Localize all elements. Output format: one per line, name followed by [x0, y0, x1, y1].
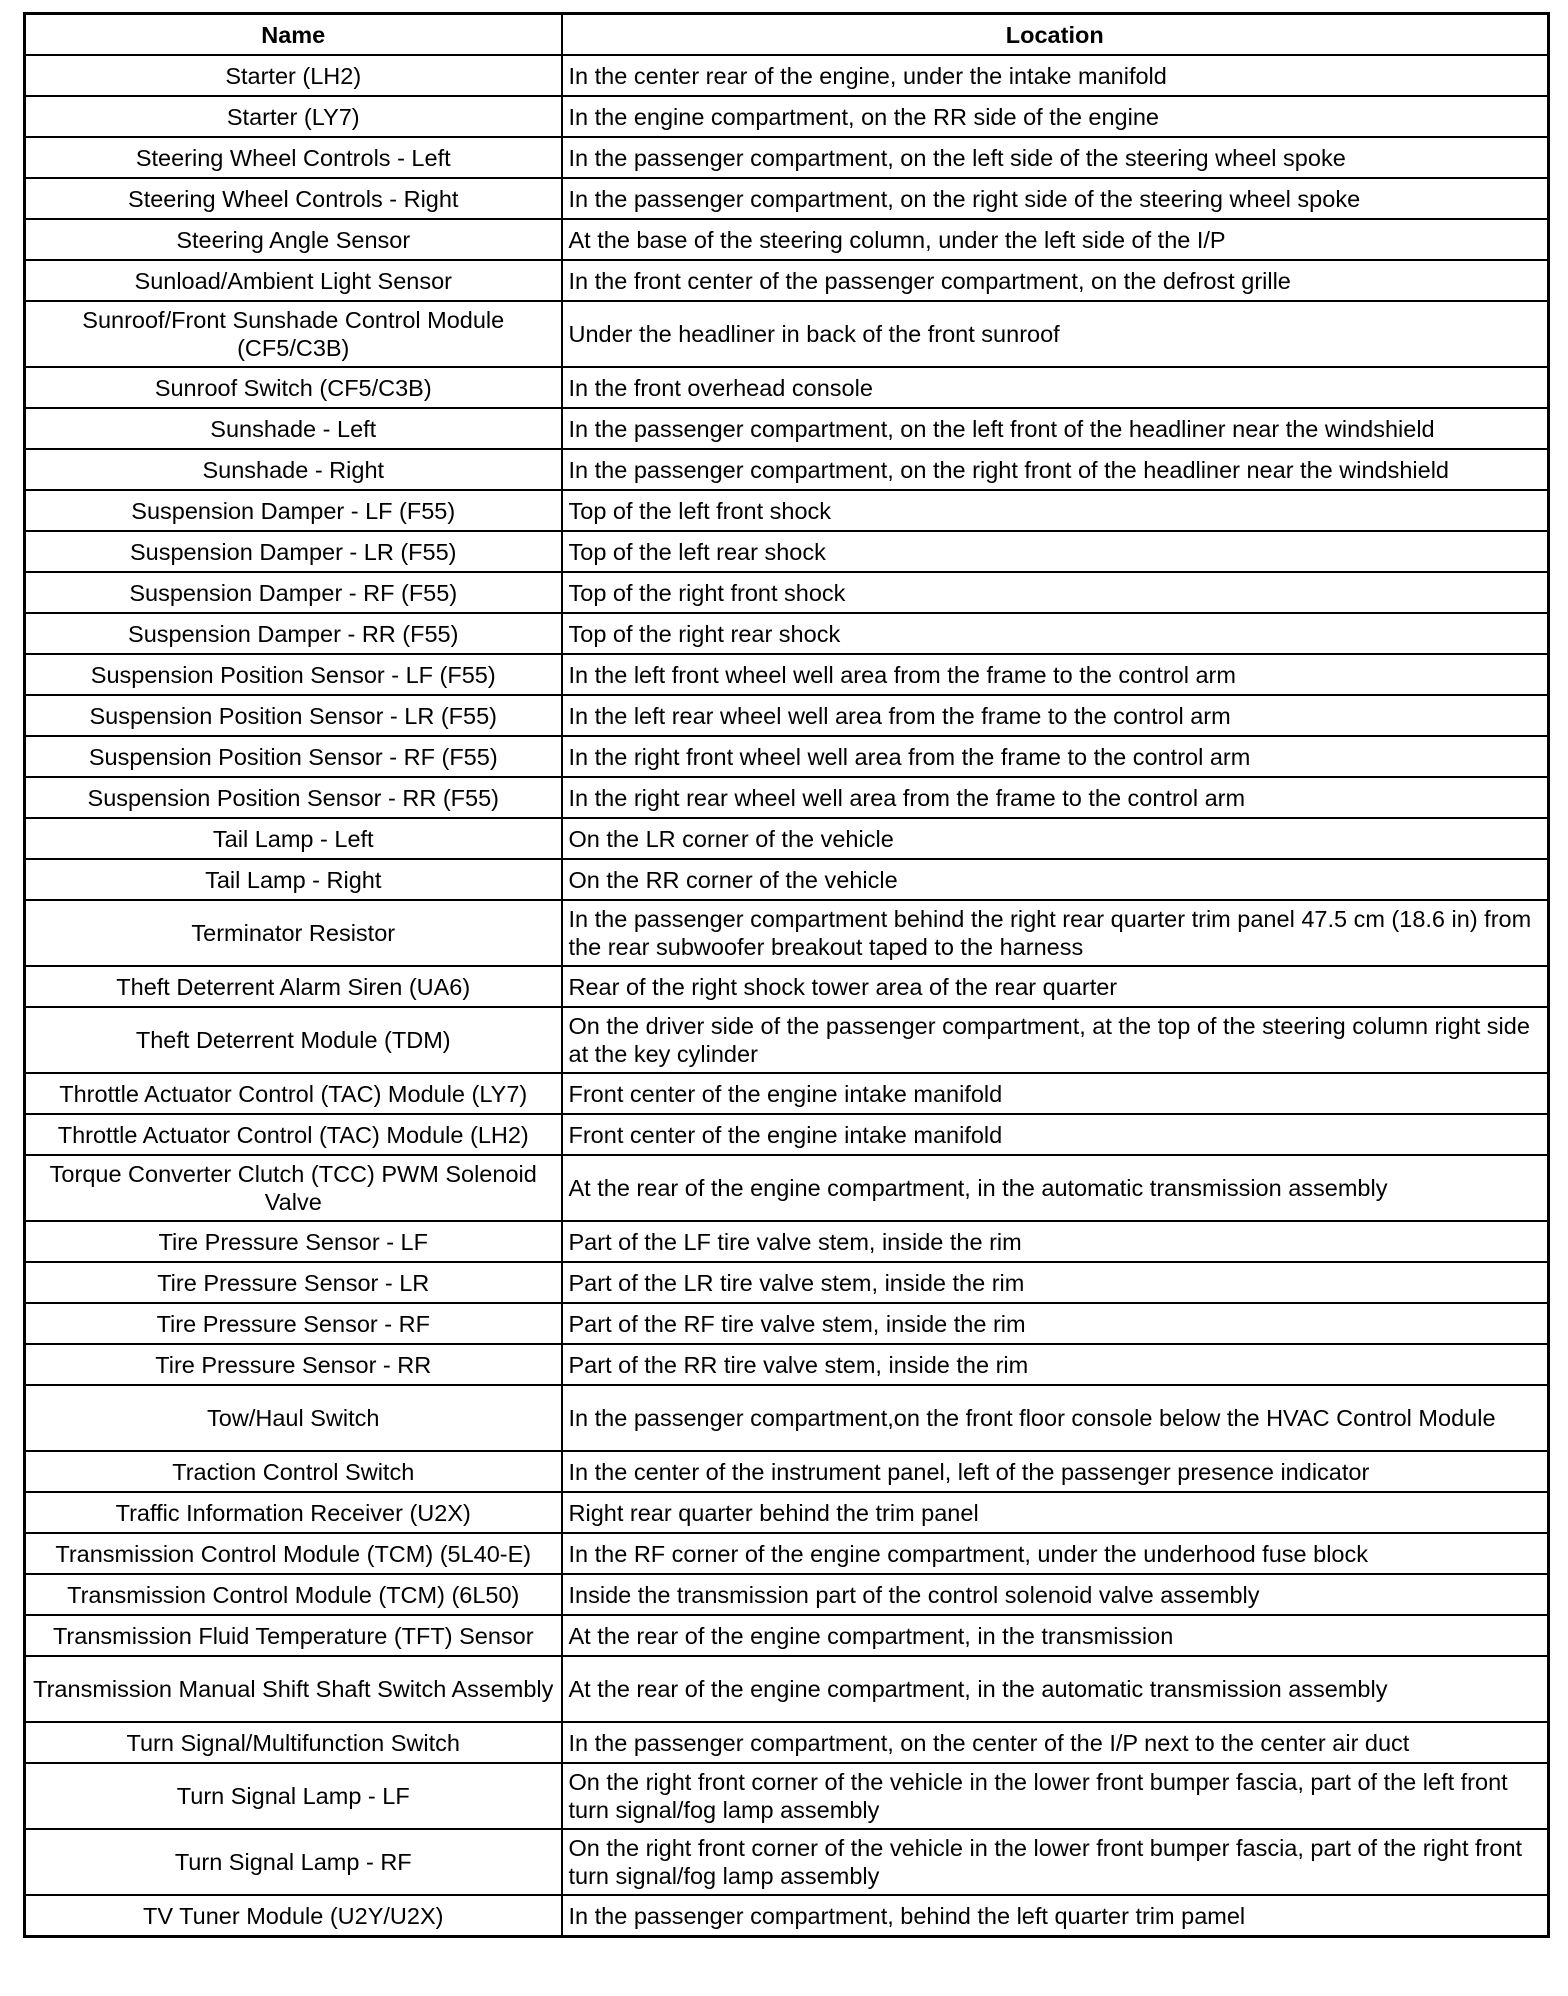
table-row [25, 1344, 1549, 1385]
cell-name: Tow/Haul Switch [25, 1385, 562, 1451]
cell-name: Turn Signal Lamp - RF [25, 1829, 562, 1895]
table-row [25, 1155, 1549, 1221]
cell-location: In the passenger compartment, on the left side of the steering wheel spoke [562, 137, 1549, 178]
table-row [25, 736, 1549, 777]
table-row [25, 966, 1549, 1007]
cell-name: Traction Control Switch [25, 1451, 562, 1492]
table-row [25, 1114, 1549, 1155]
cell-name: Tail Lamp - Right [25, 859, 562, 900]
cell-name: Sunload/Ambient Light Sensor [25, 260, 562, 301]
header-name: Name [25, 14, 562, 56]
cell-location: Inside the transmission part of the control solenoid valve assembly [562, 1574, 1549, 1615]
cell-name: Suspension Position Sensor - LF (F55) [25, 654, 562, 695]
cell-name: Suspension Position Sensor - LR (F55) [25, 695, 562, 736]
cell-name: Torque Converter Clutch (TCC) PWM Solenoid Valve [25, 1155, 562, 1221]
cell-name: Suspension Damper - LR (F55) [25, 531, 562, 572]
table-row [25, 1262, 1549, 1303]
table-row [25, 408, 1549, 449]
cell-location: Right rear quarter behind the trim panel [562, 1492, 1549, 1533]
cell-location: In the left front wheel well area from the frame to the control arm [562, 654, 1549, 695]
cell-location: In the center rear of the engine, under the intake manifold [562, 55, 1549, 96]
cell-location: Part of the RR tire valve stem, inside the rim [562, 1344, 1549, 1385]
cell-location: Under the headliner in back of the front sunroof [562, 301, 1549, 367]
cell-location: In the passenger compartment,on the front floor console below the HVAC Control Module [562, 1385, 1549, 1451]
cell-location: In the center of the instrument panel, left of the passenger presence indicator [562, 1451, 1549, 1492]
cell-location: Top of the left front shock [562, 490, 1549, 531]
table-row [25, 1451, 1549, 1492]
component-location-table [23, 12, 1550, 1938]
table-row [25, 1385, 1549, 1451]
header-location: Location [562, 14, 1549, 56]
cell-location: At the rear of the engine compartment, in the automatic transmission assembly [562, 1155, 1549, 1221]
cell-name: Steering Angle Sensor [25, 219, 562, 260]
cell-name: Suspension Position Sensor - RR (F55) [25, 777, 562, 818]
cell-location: Part of the LR tire valve stem, inside the rim [562, 1262, 1549, 1303]
cell-location: Top of the left rear shock [562, 531, 1549, 572]
table-row [25, 137, 1549, 178]
cell-name: Suspension Damper - RF (F55) [25, 572, 562, 613]
cell-location: Top of the right front shock [562, 572, 1549, 613]
cell-location: Top of the right rear shock [562, 613, 1549, 654]
cell-name: Suspension Damper - RR (F55) [25, 613, 562, 654]
cell-location: In the RF corner of the engine compartment, under the underhood fuse block [562, 1533, 1549, 1574]
cell-location: In the front center of the passenger compartment, on the defrost grille [562, 260, 1549, 301]
cell-location: Front center of the engine intake manifold [562, 1114, 1549, 1155]
table-row [25, 219, 1549, 260]
cell-name: Tail Lamp - Left [25, 818, 562, 859]
cell-name: Theft Deterrent Alarm Siren (UA6) [25, 966, 562, 1007]
cell-location: In the passenger compartment, on the right side of the steering wheel spoke [562, 178, 1549, 219]
table-row [25, 1722, 1549, 1763]
table-row [25, 1007, 1549, 1073]
header-row [25, 14, 1549, 56]
cell-location: On the right front corner of the vehicle in the lower front bumper fascia, part of the left front turn signal/fog lamp assembly [562, 1763, 1549, 1829]
table-row [25, 55, 1549, 96]
cell-name: Tire Pressure Sensor - RR [25, 1344, 562, 1385]
cell-name: Suspension Damper - LF (F55) [25, 490, 562, 531]
cell-name: Steering Wheel Controls - Right [25, 178, 562, 219]
cell-name: Suspension Position Sensor - RF (F55) [25, 736, 562, 777]
cell-location: On the RR corner of the vehicle [562, 859, 1549, 900]
cell-name: Transmission Manual Shift Shaft Switch Assembly [25, 1656, 562, 1722]
cell-location: At the rear of the engine compartment, in the transmission [562, 1615, 1549, 1656]
table-row [25, 490, 1549, 531]
table-row [25, 260, 1549, 301]
table-row [25, 859, 1549, 900]
cell-location: Part of the RF tire valve stem, inside the rim [562, 1303, 1549, 1344]
cell-name: Tire Pressure Sensor - LR [25, 1262, 562, 1303]
cell-location: In the passenger compartment, on the left front of the headliner near the windshield [562, 408, 1549, 449]
table-row [25, 1615, 1549, 1656]
cell-location: In the front overhead console [562, 367, 1549, 408]
table-row [25, 1763, 1549, 1829]
cell-name: Transmission Control Module (TCM) (6L50) [25, 1574, 562, 1615]
cell-location: Rear of the right shock tower area of the rear quarter [562, 966, 1549, 1007]
cell-location: In the right front wheel well area from the frame to the control arm [562, 736, 1549, 777]
cell-location: Part of the LF tire valve stem, inside the rim [562, 1221, 1549, 1262]
table-row [25, 367, 1549, 408]
cell-location: In the passenger compartment, on the center of the I/P next to the center air duct [562, 1722, 1549, 1763]
cell-name: Turn Signal Lamp - LF [25, 1763, 562, 1829]
cell-name: Theft Deterrent Module (TDM) [25, 1007, 562, 1073]
table-row [25, 777, 1549, 818]
cell-name: Tire Pressure Sensor - LF [25, 1221, 562, 1262]
table-row [25, 1656, 1549, 1722]
table-row [25, 818, 1549, 859]
table-row [25, 1073, 1549, 1114]
table-row [25, 301, 1549, 367]
cell-location: On the driver side of the passenger compartment, at the top of the steering column right side at the key cylinder [562, 1007, 1549, 1073]
table-row [25, 900, 1549, 966]
cell-name: Sunshade - Right [25, 449, 562, 490]
cell-name: TV Tuner Module (U2Y/U2X) [25, 1895, 562, 1937]
cell-name: Turn Signal/Multifunction Switch [25, 1722, 562, 1763]
table-row [25, 1533, 1549, 1574]
cell-location: On the LR corner of the vehicle [562, 818, 1549, 859]
table-row [25, 1492, 1549, 1533]
table-row [25, 449, 1549, 490]
cell-location: On the right front corner of the vehicle in the lower front bumper fascia, part of the right front turn signal/fog lamp assembly [562, 1829, 1549, 1895]
cell-name: Steering Wheel Controls - Left [25, 137, 562, 178]
cell-name: Starter (LH2) [25, 55, 562, 96]
table-row [25, 531, 1549, 572]
table-row [25, 572, 1549, 613]
table-row [25, 96, 1549, 137]
cell-location: In the passenger compartment behind the right rear quarter trim panel 47.5 cm (18.6 in) from the rear subwoofer breakout taped to the harness [562, 900, 1549, 966]
table-row [25, 695, 1549, 736]
cell-location: In the right rear wheel well area from the frame to the control arm [562, 777, 1549, 818]
cell-location: In the passenger compartment, behind the left quarter trim pamel [562, 1895, 1549, 1937]
table-row [25, 1574, 1549, 1615]
cell-name: Throttle Actuator Control (TAC) Module (LY7) [25, 1073, 562, 1114]
table-row [25, 1303, 1549, 1344]
cell-location: At the rear of the engine compartment, in the automatic transmission assembly [562, 1656, 1549, 1722]
table-row [25, 1829, 1549, 1895]
cell-name: Sunshade - Left [25, 408, 562, 449]
cell-name: Traffic Information Receiver (U2X) [25, 1492, 562, 1533]
cell-name: Transmission Control Module (TCM) (5L40-E) [25, 1533, 562, 1574]
table-row [25, 1895, 1549, 1937]
table-row [25, 178, 1549, 219]
cell-name: Sunroof/Front Sunshade Control Module (CF5/C3B) [25, 301, 562, 367]
cell-location: In the passenger compartment, on the right front of the headliner near the windshield [562, 449, 1549, 490]
cell-name: Sunroof Switch (CF5/C3B) [25, 367, 562, 408]
cell-name: Transmission Fluid Temperature (TFT) Sensor [25, 1615, 562, 1656]
table-row [25, 654, 1549, 695]
cell-name: Throttle Actuator Control (TAC) Module (LH2) [25, 1114, 562, 1155]
component-location-table-container [23, 12, 1547, 1938]
cell-name: Terminator Resistor [25, 900, 562, 966]
cell-location: In the engine compartment, on the RR side of the engine [562, 96, 1549, 137]
cell-name: Starter (LY7) [25, 96, 562, 137]
cell-name: Tire Pressure Sensor - RF [25, 1303, 562, 1344]
table-row [25, 1221, 1549, 1262]
table-row [25, 613, 1549, 654]
cell-location: In the left rear wheel well area from the frame to the control arm [562, 695, 1549, 736]
cell-location: At the base of the steering column, under the left side of the I/P [562, 219, 1549, 260]
cell-location: Front center of the engine intake manifold [562, 1073, 1549, 1114]
